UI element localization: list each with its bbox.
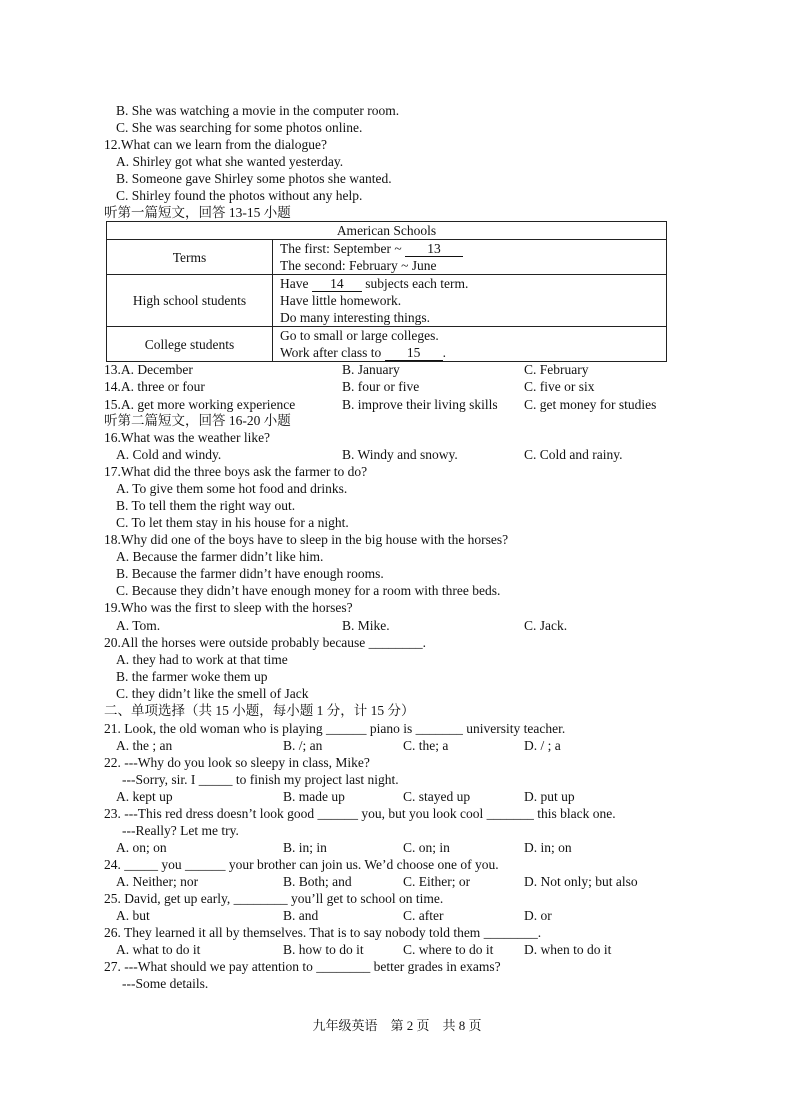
q23-stem: 23. ---This red dress doesn’t look good ______ you, but you look cool _______ this black one. <box>104 806 616 821</box>
q25-option-d: D. or <box>524 908 552 923</box>
col-colleges: Go to small or large colleges. <box>280 328 439 343</box>
q17-option-c: C. To let them stay in his house for a night. <box>116 515 349 530</box>
q18-option-a: A. Because the farmer didn’t like him. <box>116 549 324 564</box>
q27-stem-reply: ---Some details. <box>122 976 209 991</box>
q23-option-c: C. on; in <box>403 840 450 855</box>
blank-14: 14 <box>312 277 362 292</box>
section-heading: 听第一篇短文，回答 13-15 小题 <box>104 205 291 220</box>
hs-subjects: subjects each term. <box>361 276 469 291</box>
col-period: . <box>442 345 446 360</box>
q17-option-a: A. To give them some hot food and drinks. <box>116 481 348 496</box>
option-line: A. Shirley got what she wanted yesterday. <box>116 154 344 169</box>
q14-option-a: 14.A. three or four <box>104 379 205 394</box>
q18-option-b: B. Because the farmer didn’t have enough rooms. <box>116 566 384 581</box>
terms-label: Terms <box>107 240 273 275</box>
q22-option-d: D. put up <box>524 789 575 804</box>
q14-option-b: B. four or five <box>342 379 420 394</box>
q25-option-a: A. but <box>116 908 150 923</box>
terms-first: The first: September ~ <box>280 241 406 256</box>
q25-option-b: B. and <box>283 908 319 923</box>
q24-option-c: C. Either; or <box>403 874 471 889</box>
q22-stem: 22. ---Why do you look so sleepy in class, Mike? <box>104 755 370 770</box>
page-footer: 九年级英语 第 2 页 共 8 页 <box>312 1018 482 1033</box>
q15-option-c: C. get money for studies <box>524 397 657 412</box>
q17-option-b: B. To tell them the right way out. <box>116 498 296 513</box>
q24-option-a: A. Neither; nor <box>116 874 199 889</box>
option-line: B. Someone gave Shirley some photos she wanted. <box>116 171 392 186</box>
q22-option-a: A. kept up <box>116 789 173 804</box>
q23-stem-reply: ---Really? Let me try. <box>122 823 239 838</box>
q16-option-a: A. Cold and windy. <box>116 447 222 462</box>
q25-stem: 25. David, get up early, ________ you’ll get to school on time. <box>104 891 444 906</box>
q26-stem: 26. They learned it all by themselves. That is to say nobody told them ________. <box>104 925 542 940</box>
q23-option-d: D. in; on <box>524 840 572 855</box>
q21-stem: 21. Look, the old woman who is playing ______ piano is _______ university teacher. <box>104 721 566 736</box>
high-school-cell <box>273 275 667 327</box>
option-line: C. She was searching for some photos online. <box>116 120 363 135</box>
q22-option-c: C. stayed up <box>403 789 471 804</box>
q27-stem: 27. ---What should we pay attention to ________ better grades in exams? <box>104 959 501 974</box>
q24-stem: 24. _____ you ______ your brother can join us. We’d choose one of you. <box>104 857 499 872</box>
q25-option-c: C. after <box>403 908 444 923</box>
q15-option-b: B. improve their living skills <box>342 397 498 412</box>
section-heading: 听第二篇短文，回答 16-20 小题 <box>104 413 291 428</box>
terms-cell <box>273 240 667 275</box>
q26-option-d: D. when to do it <box>524 942 612 957</box>
q26-option-b: B. how to do it <box>283 942 364 957</box>
q21-option-a: A. the ; an <box>116 738 173 753</box>
q20-option-b: B. the farmer woke them up <box>116 669 268 684</box>
q16-option-b: B. Windy and snowy. <box>342 447 458 462</box>
q15-option-a: 15.A. get more working experience <box>104 397 296 412</box>
q23-option-a: A. on; on <box>116 840 167 855</box>
q14-option-c: C. five or six <box>524 379 595 394</box>
hs-interesting: Do many interesting things. <box>280 310 430 325</box>
q21-option-b: B. /; an <box>283 738 323 753</box>
q13-option-a: 13.A. December <box>104 362 193 377</box>
q20-option-a: A. they had to work at that time <box>116 652 288 667</box>
q24-option-d: D. Not only; but also <box>524 874 638 889</box>
hs-have: Have <box>280 276 312 291</box>
option-line: C. Shirley found the photos without any help. <box>116 188 363 203</box>
college-cell <box>273 327 667 362</box>
college-label: College students <box>107 327 273 362</box>
q17-stem: 17.What did the three boys ask the farmer to do? <box>104 464 368 479</box>
q19-option-c: C. Jack. <box>524 618 568 633</box>
q26-option-a: A. what to do it <box>116 942 201 957</box>
q20-stem: 20.All the horses were outside probably because ________. <box>104 635 427 650</box>
blank-13: 13 <box>405 242 463 257</box>
q18-option-c: C. Because they didn’t have enough money for a room with three beds. <box>116 583 501 598</box>
q21-option-c: C. the; a <box>403 738 449 753</box>
terms-second: The second: February ~ June <box>280 258 437 273</box>
high-school-label: High school students <box>107 275 273 327</box>
q22-stem-reply: ---Sorry, sir. I _____ to finish my project last night. <box>122 772 399 787</box>
q18-stem: 18.Why did one of the boys have to sleep in the big house with the horses? <box>104 532 509 547</box>
q13-option-c: C. February <box>524 362 589 377</box>
q22-option-b: B. made up <box>283 789 345 804</box>
q23-option-b: B. in; in <box>283 840 327 855</box>
table-title: American Schools <box>107 222 667 240</box>
q19-stem: 19.Who was the first to sleep with the horses? <box>104 600 353 615</box>
question-stem: 12.What can we learn from the dialogue? <box>104 137 328 152</box>
q20-option-c: C. they didn’t like the smell of Jack <box>116 686 309 701</box>
q16-option-c: C. Cold and rainy. <box>524 447 623 462</box>
q19-option-a: A. Tom. <box>116 618 161 633</box>
q13-option-b: B. January <box>342 362 400 377</box>
blank-15: 15 <box>385 346 443 361</box>
section-heading: 二、单项选择（共 15 小题，每小题 1 分，计 15 分） <box>104 703 415 718</box>
q16-stem: 16.What was the weather like? <box>104 430 271 445</box>
option-line: B. She was watching a movie in the computer room. <box>116 103 400 118</box>
col-work: Work after class to <box>280 345 385 360</box>
q24-option-b: B. Both; and <box>283 874 352 889</box>
q26-option-c: C. where to do it <box>403 942 494 957</box>
q19-option-b: B. Mike. <box>342 618 390 633</box>
q21-option-d: D. / ; a <box>524 738 561 753</box>
hs-homework: Have little homework. <box>280 293 402 308</box>
american-schools-table <box>106 221 667 362</box>
